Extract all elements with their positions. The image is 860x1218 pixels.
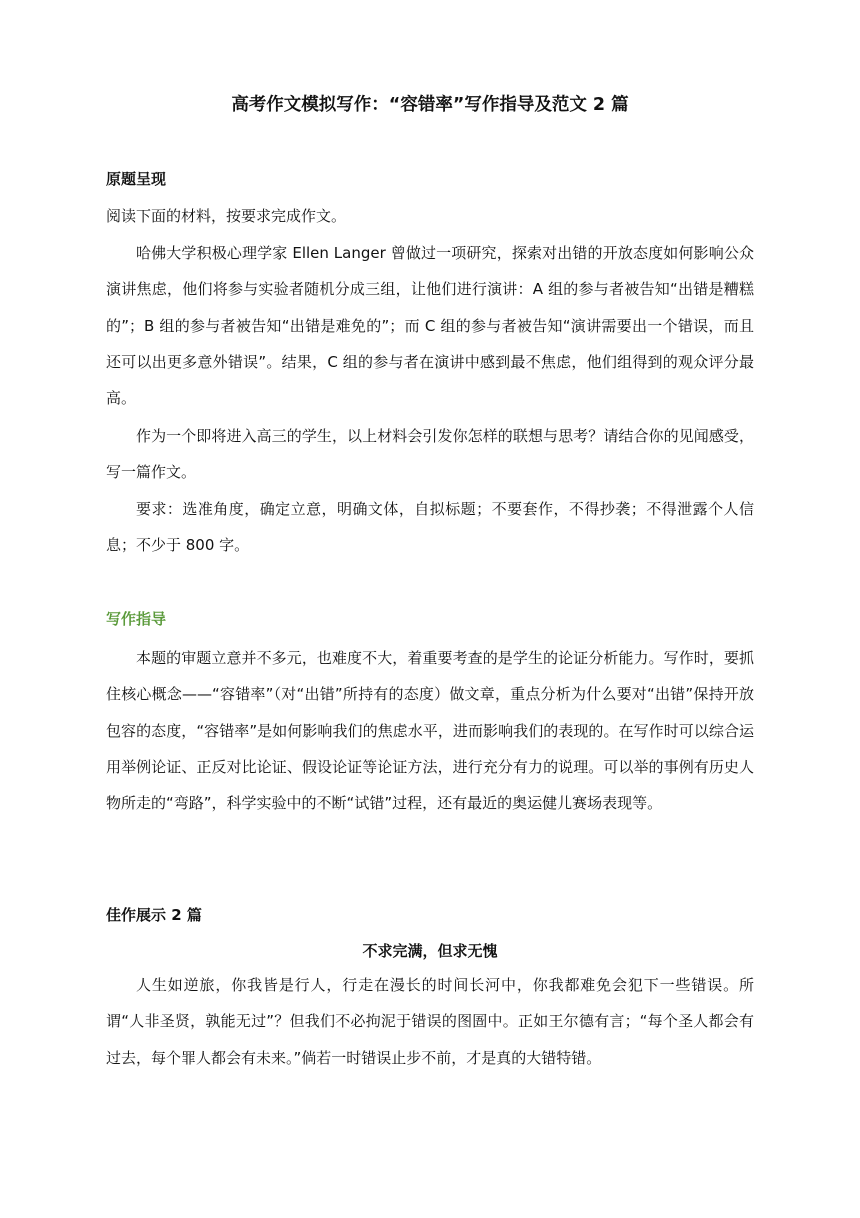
document-title: 高考作文模拟写作：“容错率”写作指导及范文 2 篇 <box>231 95 629 115</box>
prompt-material: 哈佛大学积极心理学家 Ellen Langer 曾做过一项研究，探索对出错的开放态度如何影响公众演讲焦虑，他们将参与实验者随机分成三组，让他们进行演讲：A 组的参与者被告知“出错是糟糕的”；B 组的参与者被告知“出错是难免的”；而 C 组的参与者被告知“演讲需要出一个错误，而且还可以出更多意外错误”。结果，C 组的参与者在演讲中感到最不焦虑，他们组得到的观众评分最高。 <box>106 244 754 408</box>
writing-guide-heading: 写作指导 <box>106 610 167 628</box>
essay-title: 不求完满，但求无愧 <box>362 942 498 960</box>
essay-first-paragraph: 人生如逆旅，你我皆是行人，行走在漫长的时间长河中，你我都难免会犯下一些错误。所谓“人非圣贤，孰能无过”？但我们不必拘泥于错误的图圄中。正如王尔德有言；“每个圣人都会有过去，每个罪人都会有未来。”倘若一时错误止步不前，才是真的大错特错。 <box>106 976 754 1067</box>
prompt-instruction: 阅读下面的材料，按要求完成作文。 <box>106 207 347 225</box>
samples-heading: 佳作展示 2 篇 <box>106 906 202 924</box>
prompt-requirements: 要求：选准角度，确定立意，明确文体，自拟标题；不要套作，不得抄袭；不得泄露个人信息；不少于 800 字。 <box>106 500 754 555</box>
prompt-question: 作为一个即将进入高三的学生，以上材料会引发你怎样的联想与思考？请结合你的见闻感受，写一篇作文。 <box>106 427 754 482</box>
original-prompt-heading: 原题呈现 <box>106 170 167 188</box>
writing-guide-body: 本题的审题立意并不多元，也难度不大，着重要考查的是学生的论证分析能力。写作时，要抓住核心概念——“容错率”（对“出错”所持有的态度）做文章，重点分析为什么要对“出错”保持开放包容的态度，“容错率”是如何影响我们的焦虑水平，进而影响我们的表现的。在写作时可以综合运用举例论证、正反对比论证、假设论证等论证方法，进行充分有力的说理。可以举的事例有历史人物所走的“弯路”，科学实验中的不断“试错”过程，还有最近的奥运健儿赛场表现等。 <box>106 649 754 813</box>
